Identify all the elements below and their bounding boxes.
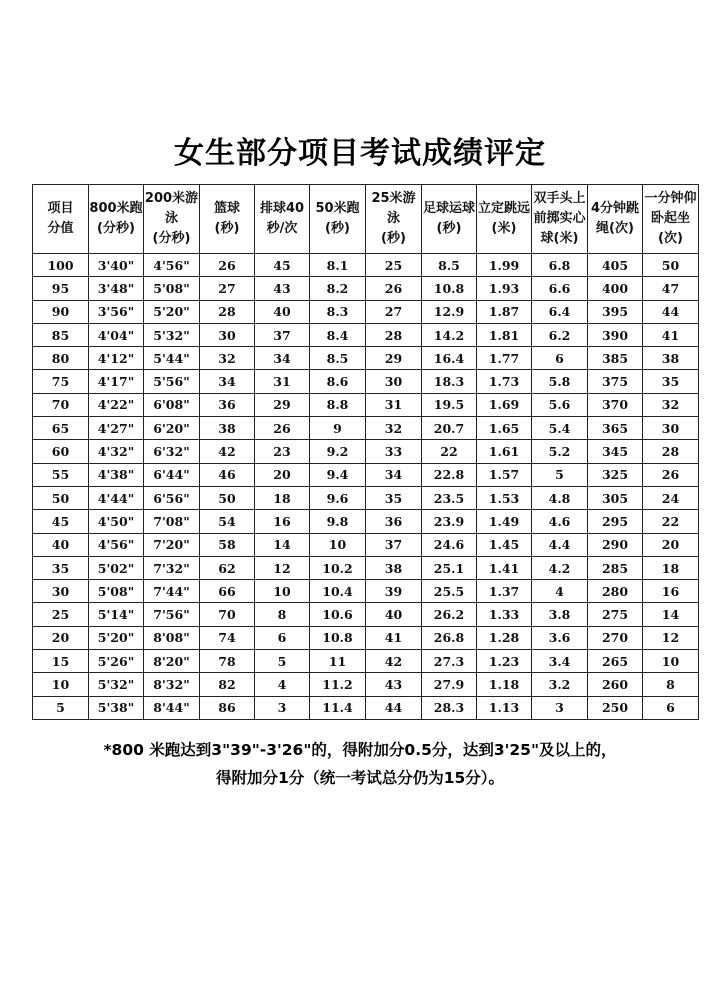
table-cell: 285 — [588, 556, 643, 579]
column-header: 足球运球 (秒) — [422, 185, 477, 254]
table-cell: 4.8 — [532, 486, 588, 509]
table-cell: 4'12" — [89, 347, 144, 370]
table-cell: 44 — [643, 300, 699, 323]
table-cell: 32 — [200, 347, 255, 370]
table-cell: 80 — [33, 347, 89, 370]
table-cell: 9.2 — [310, 440, 366, 463]
table-cell: 4 — [255, 673, 310, 696]
table-cell: 8'44" — [144, 696, 200, 719]
table-cell: 10.8 — [310, 626, 366, 649]
table-cell: 5'32" — [89, 673, 144, 696]
table-cell: 345 — [588, 440, 643, 463]
table-cell: 270 — [588, 626, 643, 649]
table-cell: 82 — [200, 673, 255, 696]
table-cell: 1.49 — [477, 510, 532, 533]
table-cell: 11.2 — [310, 673, 366, 696]
table-cell: 3'48" — [89, 277, 144, 300]
table-cell: 27.9 — [422, 673, 477, 696]
table-cell: 28 — [643, 440, 699, 463]
table-cell: 4'22" — [89, 393, 144, 416]
table-cell: 275 — [588, 603, 643, 626]
table-cell: 39 — [366, 580, 422, 603]
table-cell: 9.8 — [310, 510, 366, 533]
table-cell: 26 — [255, 417, 310, 440]
table-cell: 1.61 — [477, 440, 532, 463]
column-header: 800米跑 (分秒) — [89, 185, 144, 254]
table-cell: 16 — [255, 510, 310, 533]
table-cell: 265 — [588, 650, 643, 673]
table-cell: 14 — [643, 603, 699, 626]
table-cell: 18.3 — [422, 370, 477, 393]
table-row — [33, 370, 699, 393]
table-cell: 25 — [33, 603, 89, 626]
table-cell: 34 — [366, 463, 422, 486]
table-cell: 66 — [200, 580, 255, 603]
table-cell: 5.2 — [532, 440, 588, 463]
table-cell: 40 — [366, 603, 422, 626]
table-cell: 41 — [366, 626, 422, 649]
table-cell: 31 — [366, 393, 422, 416]
table-cell: 4 — [532, 580, 588, 603]
table-cell: 38 — [643, 347, 699, 370]
table-cell: 6 — [643, 696, 699, 719]
table-cell: 31 — [255, 370, 310, 393]
table-cell: 15 — [33, 650, 89, 673]
table-cell: 23.5 — [422, 486, 477, 509]
table-cell: 24 — [643, 486, 699, 509]
table-cell: 8.8 — [310, 393, 366, 416]
table-cell: 4'04" — [89, 323, 144, 346]
table-cell: 28.3 — [422, 696, 477, 719]
table-cell: 74 — [200, 626, 255, 649]
table-cell: 5 — [532, 463, 588, 486]
table-cell: 36 — [200, 393, 255, 416]
table-cell: 370 — [588, 393, 643, 416]
score-table — [32, 184, 699, 720]
table-cell: 50 — [643, 254, 699, 277]
table-cell: 6'56" — [144, 486, 200, 509]
table-cell: 55 — [33, 463, 89, 486]
table-cell: 8 — [255, 603, 310, 626]
table-cell: 3.4 — [532, 650, 588, 673]
table-cell: 7'56" — [144, 603, 200, 626]
column-header: 篮球 (秒) — [200, 185, 255, 254]
table-cell: 3'40" — [89, 254, 144, 277]
table-cell: 1.45 — [477, 533, 532, 556]
table-cell: 6 — [532, 347, 588, 370]
table-cell: 40 — [255, 300, 310, 323]
column-header: 一分钟仰 卧起坐 (次) — [643, 185, 699, 254]
table-cell: 1.18 — [477, 673, 532, 696]
table-cell: 10.6 — [310, 603, 366, 626]
table-cell: 34 — [200, 370, 255, 393]
table-cell: 10.8 — [422, 277, 477, 300]
column-header: 双手头上 前掷实心 球(米) — [532, 185, 588, 254]
table-row — [33, 347, 699, 370]
table-cell: 6'44" — [144, 463, 200, 486]
table-cell: 18 — [255, 486, 310, 509]
table-cell: 10 — [33, 673, 89, 696]
table-cell: 12.9 — [422, 300, 477, 323]
table-cell: 38 — [366, 556, 422, 579]
table-cell: 70 — [200, 603, 255, 626]
table-cell: 35 — [643, 370, 699, 393]
table-cell: 19.5 — [422, 393, 477, 416]
table-cell: 7'20" — [144, 533, 200, 556]
table-cell: 29 — [366, 347, 422, 370]
table-cell: 10 — [255, 580, 310, 603]
table-cell: 5.4 — [532, 417, 588, 440]
table-cell: 37 — [255, 323, 310, 346]
table-cell: 20 — [33, 626, 89, 649]
table-cell: 5'14" — [89, 603, 144, 626]
table-cell: 58 — [200, 533, 255, 556]
table-cell: 30 — [366, 370, 422, 393]
table-cell: 11 — [310, 650, 366, 673]
table-row — [33, 417, 699, 440]
table-cell: 86 — [200, 696, 255, 719]
table-cell: 20.7 — [422, 417, 477, 440]
table-row — [33, 440, 699, 463]
table-cell: 6.4 — [532, 300, 588, 323]
table-cell: 24.6 — [422, 533, 477, 556]
table-cell: 260 — [588, 673, 643, 696]
table-cell: 4'56" — [144, 254, 200, 277]
table-cell: 27.3 — [422, 650, 477, 673]
table-cell: 3.6 — [532, 626, 588, 649]
table-cell: 28 — [366, 323, 422, 346]
table-cell: 1.87 — [477, 300, 532, 323]
table-cell: 4'56" — [89, 533, 144, 556]
table-cell: 41 — [643, 323, 699, 346]
table-cell: 25 — [366, 254, 422, 277]
table-cell: 25.5 — [422, 580, 477, 603]
table-cell: 390 — [588, 323, 643, 346]
table-cell: 32 — [643, 393, 699, 416]
table-cell: 30 — [33, 580, 89, 603]
column-header: 项目 分值 — [33, 185, 89, 254]
table-row — [33, 323, 699, 346]
table-row — [33, 533, 699, 556]
table-row — [33, 580, 699, 603]
table-cell: 26.8 — [422, 626, 477, 649]
table-cell: 26.2 — [422, 603, 477, 626]
table-cell: 6'32" — [144, 440, 200, 463]
table-cell: 5.6 — [532, 393, 588, 416]
table-cell: 37 — [366, 533, 422, 556]
table-cell: 5'08" — [89, 580, 144, 603]
table-row — [33, 673, 699, 696]
table-cell: 14 — [255, 533, 310, 556]
table-cell: 12 — [643, 626, 699, 649]
table-cell: 1.99 — [477, 254, 532, 277]
column-header: 25米游泳 (秒) — [366, 185, 422, 254]
footnote-line-2: 得附加分1分（统一考试总分仍为15分）。 — [215, 769, 505, 787]
table-cell: 47 — [643, 277, 699, 300]
table-cell: 38 — [200, 417, 255, 440]
table-cell: 22.8 — [422, 463, 477, 486]
table-cell: 28 — [200, 300, 255, 323]
table-cell: 3.2 — [532, 673, 588, 696]
table-cell: 385 — [588, 347, 643, 370]
table-cell: 54 — [200, 510, 255, 533]
column-header: 200米游 泳 (分秒) — [144, 185, 200, 254]
table-row — [33, 556, 699, 579]
table-cell: 1.41 — [477, 556, 532, 579]
table-cell: 8.2 — [310, 277, 366, 300]
table-cell: 4'38" — [89, 463, 144, 486]
table-cell: 8.3 — [310, 300, 366, 323]
table-cell: 60 — [33, 440, 89, 463]
table-row — [33, 626, 699, 649]
table-cell: 4'32" — [89, 440, 144, 463]
table-cell: 4'50" — [89, 510, 144, 533]
table-cell: 75 — [33, 370, 89, 393]
table-cell: 9 — [310, 417, 366, 440]
table-cell: 27 — [200, 277, 255, 300]
table-cell: 3'56" — [89, 300, 144, 323]
table-cell: 10 — [643, 650, 699, 673]
table-cell: 43 — [255, 277, 310, 300]
table-row — [33, 696, 699, 719]
table-cell: 6.8 — [532, 254, 588, 277]
table-cell: 65 — [33, 417, 89, 440]
table-cell: 1.93 — [477, 277, 532, 300]
table-cell: 8.5 — [422, 254, 477, 277]
table-cell: 5'44" — [144, 347, 200, 370]
table-row — [33, 486, 699, 509]
table-cell: 14.2 — [422, 323, 477, 346]
table-cell: 1.23 — [477, 650, 532, 673]
table-cell: 10.2 — [310, 556, 366, 579]
table-cell: 8.1 — [310, 254, 366, 277]
table-cell: 9.6 — [310, 486, 366, 509]
table-cell: 20 — [255, 463, 310, 486]
table-cell: 25.1 — [422, 556, 477, 579]
table-cell: 4.6 — [532, 510, 588, 533]
table-row — [33, 510, 699, 533]
column-header: 50米跑 (秒) — [310, 185, 366, 254]
table-cell: 1.28 — [477, 626, 532, 649]
table-cell: 35 — [33, 556, 89, 579]
table-cell: 23 — [255, 440, 310, 463]
table-cell: 7'32" — [144, 556, 200, 579]
table-row — [33, 277, 699, 300]
table-cell: 78 — [200, 650, 255, 673]
page-title: 女生部分项目考试成绩评定 — [174, 136, 546, 171]
table-cell: 33 — [366, 440, 422, 463]
table-cell: 9.4 — [310, 463, 366, 486]
column-header: 4分钟跳 绳(次) — [588, 185, 643, 254]
table-cell: 42 — [366, 650, 422, 673]
table-cell: 8.5 — [310, 347, 366, 370]
table-cell: 5'02" — [89, 556, 144, 579]
table-cell: 5'38" — [89, 696, 144, 719]
table-cell: 1.77 — [477, 347, 532, 370]
table-cell: 8.4 — [310, 323, 366, 346]
table-cell: 290 — [588, 533, 643, 556]
table-cell: 6'08" — [144, 393, 200, 416]
column-header: 排球40 秒/次 — [255, 185, 310, 254]
table-cell: 6.6 — [532, 277, 588, 300]
table-cell: 100 — [33, 254, 89, 277]
table-header-row — [33, 185, 699, 254]
table-cell: 26 — [200, 254, 255, 277]
table-cell: 62 — [200, 556, 255, 579]
table-cell: 395 — [588, 300, 643, 323]
table-cell: 34 — [255, 347, 310, 370]
table-cell: 70 — [33, 393, 89, 416]
table-cell: 8.6 — [310, 370, 366, 393]
table-cell: 11.4 — [310, 696, 366, 719]
column-header: 立定跳远 (米) — [477, 185, 532, 254]
table-cell: 5'56" — [144, 370, 200, 393]
table-cell: 16 — [643, 580, 699, 603]
table-cell: 42 — [200, 440, 255, 463]
table-cell: 50 — [33, 486, 89, 509]
table-row — [33, 463, 699, 486]
table-body — [33, 254, 699, 720]
table-cell: 4'44" — [89, 486, 144, 509]
table-cell: 3 — [532, 696, 588, 719]
table-cell: 18 — [643, 556, 699, 579]
table-cell: 8'20" — [144, 650, 200, 673]
table-cell: 1.73 — [477, 370, 532, 393]
table-cell: 5'20" — [144, 300, 200, 323]
table-cell: 7'44" — [144, 580, 200, 603]
table-cell: 10.4 — [310, 580, 366, 603]
table-cell: 5 — [255, 650, 310, 673]
table-row — [33, 650, 699, 673]
table-cell: 405 — [588, 254, 643, 277]
table-row — [33, 603, 699, 626]
table-cell: 95 — [33, 277, 89, 300]
table-cell: 6 — [255, 626, 310, 649]
table-cell: 365 — [588, 417, 643, 440]
table-cell: 5'20" — [89, 626, 144, 649]
table-cell: 45 — [255, 254, 310, 277]
table-cell: 26 — [366, 277, 422, 300]
table-cell: 32 — [366, 417, 422, 440]
table-cell: 50 — [200, 486, 255, 509]
table-cell: 7'08" — [144, 510, 200, 533]
table-cell: 5'08" — [144, 277, 200, 300]
table-cell: 1.33 — [477, 603, 532, 626]
table-cell: 30 — [643, 417, 699, 440]
table-cell: 10 — [310, 533, 366, 556]
table-cell: 1.65 — [477, 417, 532, 440]
table-cell: 23.9 — [422, 510, 477, 533]
table-cell: 5.8 — [532, 370, 588, 393]
table-cell: 22 — [422, 440, 477, 463]
table-cell: 4.2 — [532, 556, 588, 579]
table-cell: 36 — [366, 510, 422, 533]
table-cell: 90 — [33, 300, 89, 323]
table-cell: 30 — [200, 323, 255, 346]
table-cell: 43 — [366, 673, 422, 696]
table-cell: 325 — [588, 463, 643, 486]
table-cell: 3.8 — [532, 603, 588, 626]
table-cell: 400 — [588, 277, 643, 300]
table-cell: 1.57 — [477, 463, 532, 486]
table-cell: 40 — [33, 533, 89, 556]
table-cell: 85 — [33, 323, 89, 346]
table-cell: 4.4 — [532, 533, 588, 556]
table-cell: 6.2 — [532, 323, 588, 346]
table-cell: 26 — [643, 463, 699, 486]
table-cell: 3 — [255, 696, 310, 719]
table-cell: 46 — [200, 463, 255, 486]
table-cell: 8 — [643, 673, 699, 696]
table-cell: 1.81 — [477, 323, 532, 346]
table-cell: 1.37 — [477, 580, 532, 603]
table-cell: 5 — [33, 696, 89, 719]
table-cell: 5'26" — [89, 650, 144, 673]
table-cell: 1.69 — [477, 393, 532, 416]
table-row — [33, 300, 699, 323]
table-cell: 8'08" — [144, 626, 200, 649]
table-cell: 4'27" — [89, 417, 144, 440]
table-cell: 27 — [366, 300, 422, 323]
table-cell: 44 — [366, 696, 422, 719]
table-cell: 375 — [588, 370, 643, 393]
table-cell: 45 — [33, 510, 89, 533]
table-cell: 280 — [588, 580, 643, 603]
table-cell: 6'20" — [144, 417, 200, 440]
table-cell: 8'32" — [144, 673, 200, 696]
table-cell: 16.4 — [422, 347, 477, 370]
table-cell: 20 — [643, 533, 699, 556]
table-cell: 5'32" — [144, 323, 200, 346]
table-cell: 295 — [588, 510, 643, 533]
table-cell: 1.13 — [477, 696, 532, 719]
table-cell: 29 — [255, 393, 310, 416]
footnote-line-1: *800 米跑达到3"39"-3'26"的，得附加分0.5分，达到3'25"及以上的， — [103, 741, 617, 759]
table-cell: 305 — [588, 486, 643, 509]
table-cell: 22 — [643, 510, 699, 533]
table-cell: 12 — [255, 556, 310, 579]
table-row — [33, 393, 699, 416]
table-cell: 4'17" — [89, 370, 144, 393]
table-cell: 35 — [366, 486, 422, 509]
table-row — [33, 254, 699, 277]
table-cell: 1.53 — [477, 486, 532, 509]
table-cell: 250 — [588, 696, 643, 719]
